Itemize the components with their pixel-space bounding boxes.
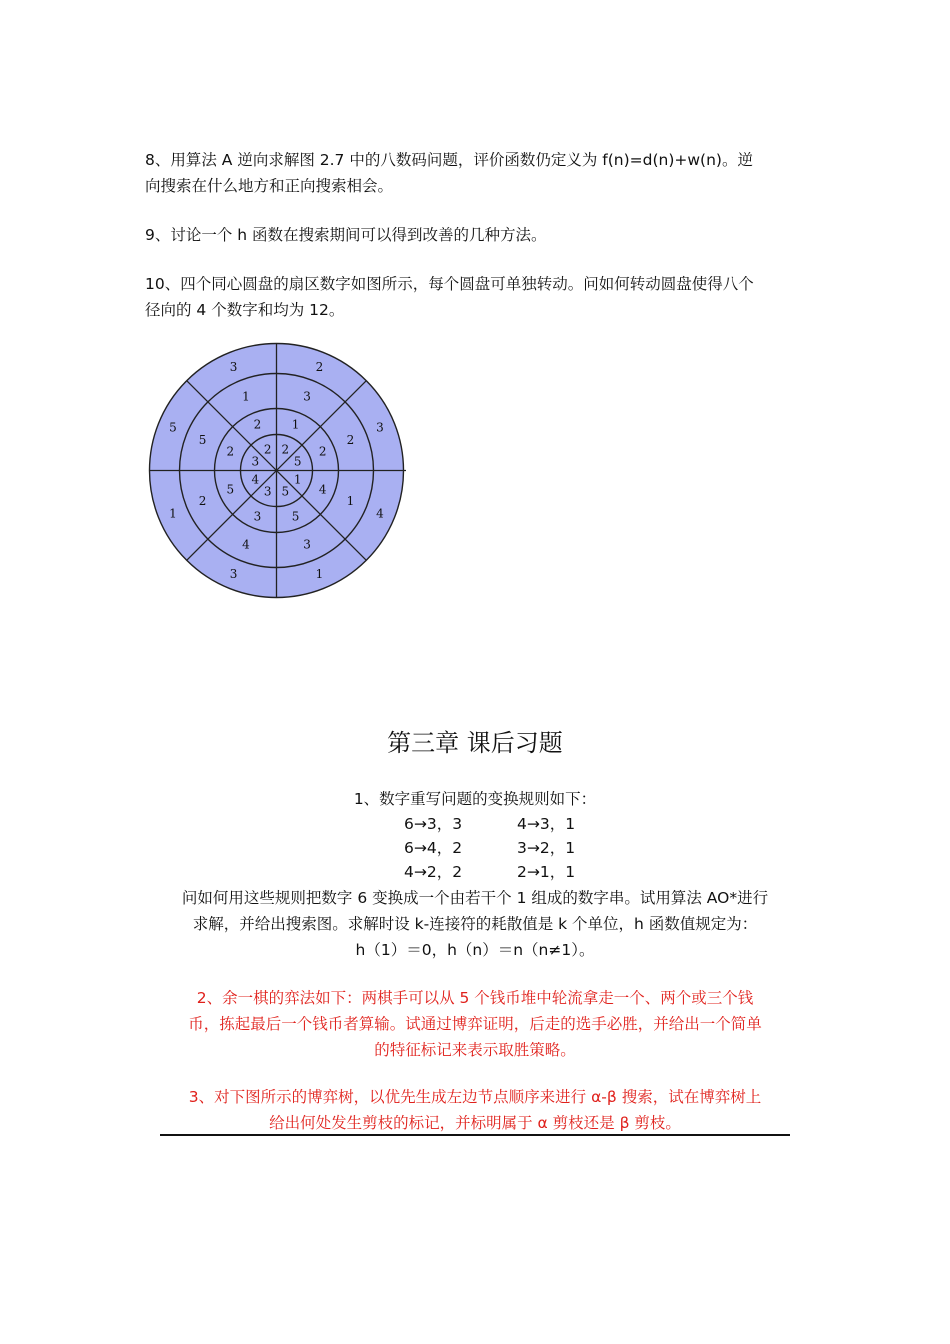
- disk-number-second-3: 1: [346, 494, 355, 509]
- disk-number-third-3: 4: [318, 482, 327, 497]
- disk-number-third-7: 2: [226, 444, 235, 459]
- disk-number-second-2: 2: [346, 432, 355, 447]
- disk-number-third-2: 2: [318, 444, 327, 459]
- disk-number-inner-6: 4: [251, 472, 260, 487]
- disk-number-outer-7: 5: [169, 420, 177, 435]
- rule-2a: 6→4，2: [404, 839, 463, 857]
- q3-line-2: 给出何处发生剪枝的标记，并标明属于 α 剪枝还是 β 剪枝。: [269, 1114, 681, 1132]
- disk-number-second-1: 3: [303, 389, 311, 404]
- rule-1b: 4→3，1: [517, 815, 576, 833]
- disk-number-outer-3: 4: [376, 506, 384, 521]
- disk-number-third-6: 5: [226, 482, 235, 497]
- disk-number-outer-5: 3: [229, 567, 238, 581]
- q3-line-1: 3、对下图所示的博弈树，以优先生成左边节点顺序来进行 α-β 搜索，试在博弈树上: [188, 1088, 762, 1106]
- q8-line-1: 8、用算法 A 逆向求解图 2.7 中的八数码问题，评价函数仍定义为 f(n)=d(n)+w(n)。逆: [145, 151, 753, 169]
- disk-number-third-5: 3: [253, 509, 262, 524]
- disk-number-inner-2: 5: [293, 454, 302, 469]
- disk-number-second-6: 2: [198, 494, 207, 509]
- q1-line-1: 问如何用这些规则把数字 6 变换成一个由若干个 1 组成的数字串。试用算法 AO*进行: [181, 889, 769, 907]
- disk-number-inner-7: 3: [251, 454, 260, 469]
- rule-3b: 2→1，1: [517, 863, 576, 881]
- disk-number-outer-1: 2: [315, 360, 324, 374]
- rule-3a: 4→2，2: [404, 863, 463, 881]
- disk-number-inner-5: 3: [263, 484, 272, 499]
- q10-line-1: 10、四个同心圆盘的扇区数字如图所示，每个圆盘可单独转动。问如何转动圆盘使得八个: [145, 275, 754, 293]
- disk-number-third-4: 5: [291, 509, 300, 524]
- disk-number-outer-8: 3: [229, 360, 238, 374]
- disk-number-second-7: 5: [198, 432, 207, 447]
- disk-number-third-8: 2: [253, 417, 262, 432]
- disk-number-outer-6: 1: [169, 506, 177, 521]
- disk-number-inner-1: 2: [281, 442, 290, 457]
- disk-number-second-4: 3: [303, 537, 311, 552]
- q1-intro: 1、数字重写问题的变换规则如下：: [353, 790, 597, 808]
- horizontal-rule: [160, 1134, 790, 1136]
- q10-line-2: 径向的 4 个数字和均为 12。: [145, 301, 345, 319]
- chapter-title: 第三章 课后习题: [387, 729, 563, 757]
- q1-line-2: 求解，并给出搜索图。求解时设 k-连接符的耗散值是 k 个单位，h 函数值规定为：: [192, 915, 758, 933]
- disk-number-second-8: 1: [242, 389, 250, 404]
- q9-text: 9、讨论一个 h 函数在搜索期间可以得到改善的几种方法。: [145, 226, 547, 244]
- disk-number-second-5: 4: [242, 537, 250, 552]
- disk-number-third-1: 1: [291, 417, 300, 432]
- disk-number-inner-4: 5: [281, 484, 290, 499]
- q2-line-3: 的特征标记来表示取胜策略。: [374, 1041, 576, 1059]
- rule-2b: 3→2，1: [517, 839, 576, 857]
- disk-number-inner-3: 1: [293, 472, 302, 487]
- q8-line-2: 向搜索在什么地方和正向搜索相会。: [145, 177, 394, 195]
- disk-number-outer-4: 1: [315, 567, 324, 581]
- q2-line-1: 2、余一棋的弈法如下：两棋手可以从 5 个钱币堆中轮流拿走一个、两个或三个钱: [196, 989, 754, 1007]
- rule-1a: 6→3，3: [404, 815, 463, 833]
- concentric-disks-figure: [145, 338, 410, 603]
- q2-line-2: 币，拣起最后一个钱币者算输。试通过博弈证明，后走的选手必胜，并给出一个简单: [188, 1015, 762, 1033]
- q1-line-3: h（1）＝0，h（n）＝n（n≠1）。: [355, 941, 595, 959]
- disk-number-inner-8: 2: [263, 442, 272, 457]
- disk-number-outer-2: 3: [376, 420, 384, 435]
